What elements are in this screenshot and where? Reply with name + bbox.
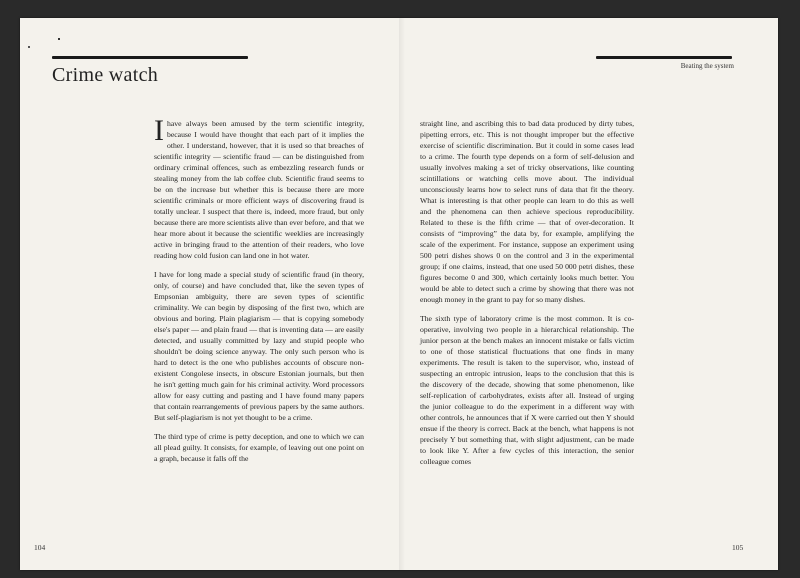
right-column [420,118,634,475]
chapter-title: Crime watch [52,64,159,86]
paragraph: The third type of crime is petty deception, and one to which we can all plead guilty. It consists, for example, of leaving out one point on a graph, because it falls off the [154,432,364,463]
page-speck [58,38,60,40]
title-rule-left [52,56,248,59]
book-spread [20,18,778,570]
title-rule-right [596,56,732,59]
left-column [154,114,364,472]
paragraph: The sixth type of laboratory crime is the most common. It is co-operative, involving two people in a hierarchical relationship. The junior person at the bench makes an innocent mistake or falls victim to one of those statistical fluctuations that one finds in many experiments. The result is taken to the supervisor, who, instead of suspecting an entropic intrusion, leaps to the conclusion that this is the discovery of the decade, showing that some phenomenon, like self-replication of carbohydrates, exists after all. Instead of urging the junior colleague to do the experiment in a different way with other controls, he announces that if X were carried out then Y should ensue if the theory is correct. Back at the bench, what happens is not precisely Y but something that, with slight adjustment, can be made to look like Y. After a few cycles of this interaction, the senior colleague comes [420,314,634,466]
page-number-left: 104 [34,543,46,552]
page-speck [28,46,30,48]
drop-cap: I [154,114,164,147]
paragraph: I have for long made a special study of scientific fraud (in theory, only, of course) and have concluded that, like the seven types of Empsonian ambiguity, there are seven types of scientific criminality. We can begin by disposing of the first two, which are obvious and boring. Plain plagiarism — that is copying somebody else's paper — and plain fraud — that is inventing data — are easily detected, and usually committed by lazy and stupid people who shouldn't be doing science anyway. The only such person who is hard to detect is the one who publishes accounts of obscure non-existent Congolese insects, in obscure Estonian journals, but then he isn't getting much gain for his criminal activity. Word processors allow for easy cutting and pasting and I have found many papers that contain rearrangements of previous papers by the same authors. But self-plagiarism is not yet thought to be a crime. [154,270,364,422]
page-number-right: 105 [732,543,744,552]
book-gutter [399,18,405,570]
paragraph: straight line, and ascribing this to bad data produced by dirty tubes, pipetting errors, etc. This is not thought improper but the effective exercise of scientific discrimination. But it could in some cases lead to a crime. The fourth type depends on a form of self-delusion and usually involves making a set of tricky observations, like counting scintillations or watching cells move about. The individual unconsciously learns how to select runs of data that fit the theory. What is interesting is that other people can learn to do this as well and the phenomena can then achieve specious reproducibility. Related to these is the fifth crime — that of over-decoration. It consists of “improving” the data by, for example, amplifying the scale of the experiment. For instance, suppose an experiment using 500 petri dishes shows 0 on the control and 3 in the experimental group; if one claims, instead, that one used 50 000 petri dishes, these figures become 0 and 300, which certainly looks much better. You would be able to detect such a crime by showing that there was not enough money in the grant to pay for so many dishes. [420,119,634,304]
running-head: Beating the system [680,62,734,70]
paragraph-text: have always been amused by the term scientific integrity, because I would have thought that each part of it implies the other. I understand, however, that it is used so that breaches of scientific integrity — scientific fraud — can be distinguished from ordinary criminal offences, such as embezzling research funds or stealing money from the lab coffee club. Scientific fraud seems to be on the increase but whether this is because there are more scientific criminals or more efficient ways of discovering fraud is totally unclear. I suspect that there is, indeed, more fraud, but only because there are more scientists alive than ever before, and that we hear more about it because the scientific weeklies are increasingly active in bringing fraud to the attention of their readers, who love reading how cold fusion can land one in hot water. [154,119,364,260]
paragraph [154,114,364,261]
